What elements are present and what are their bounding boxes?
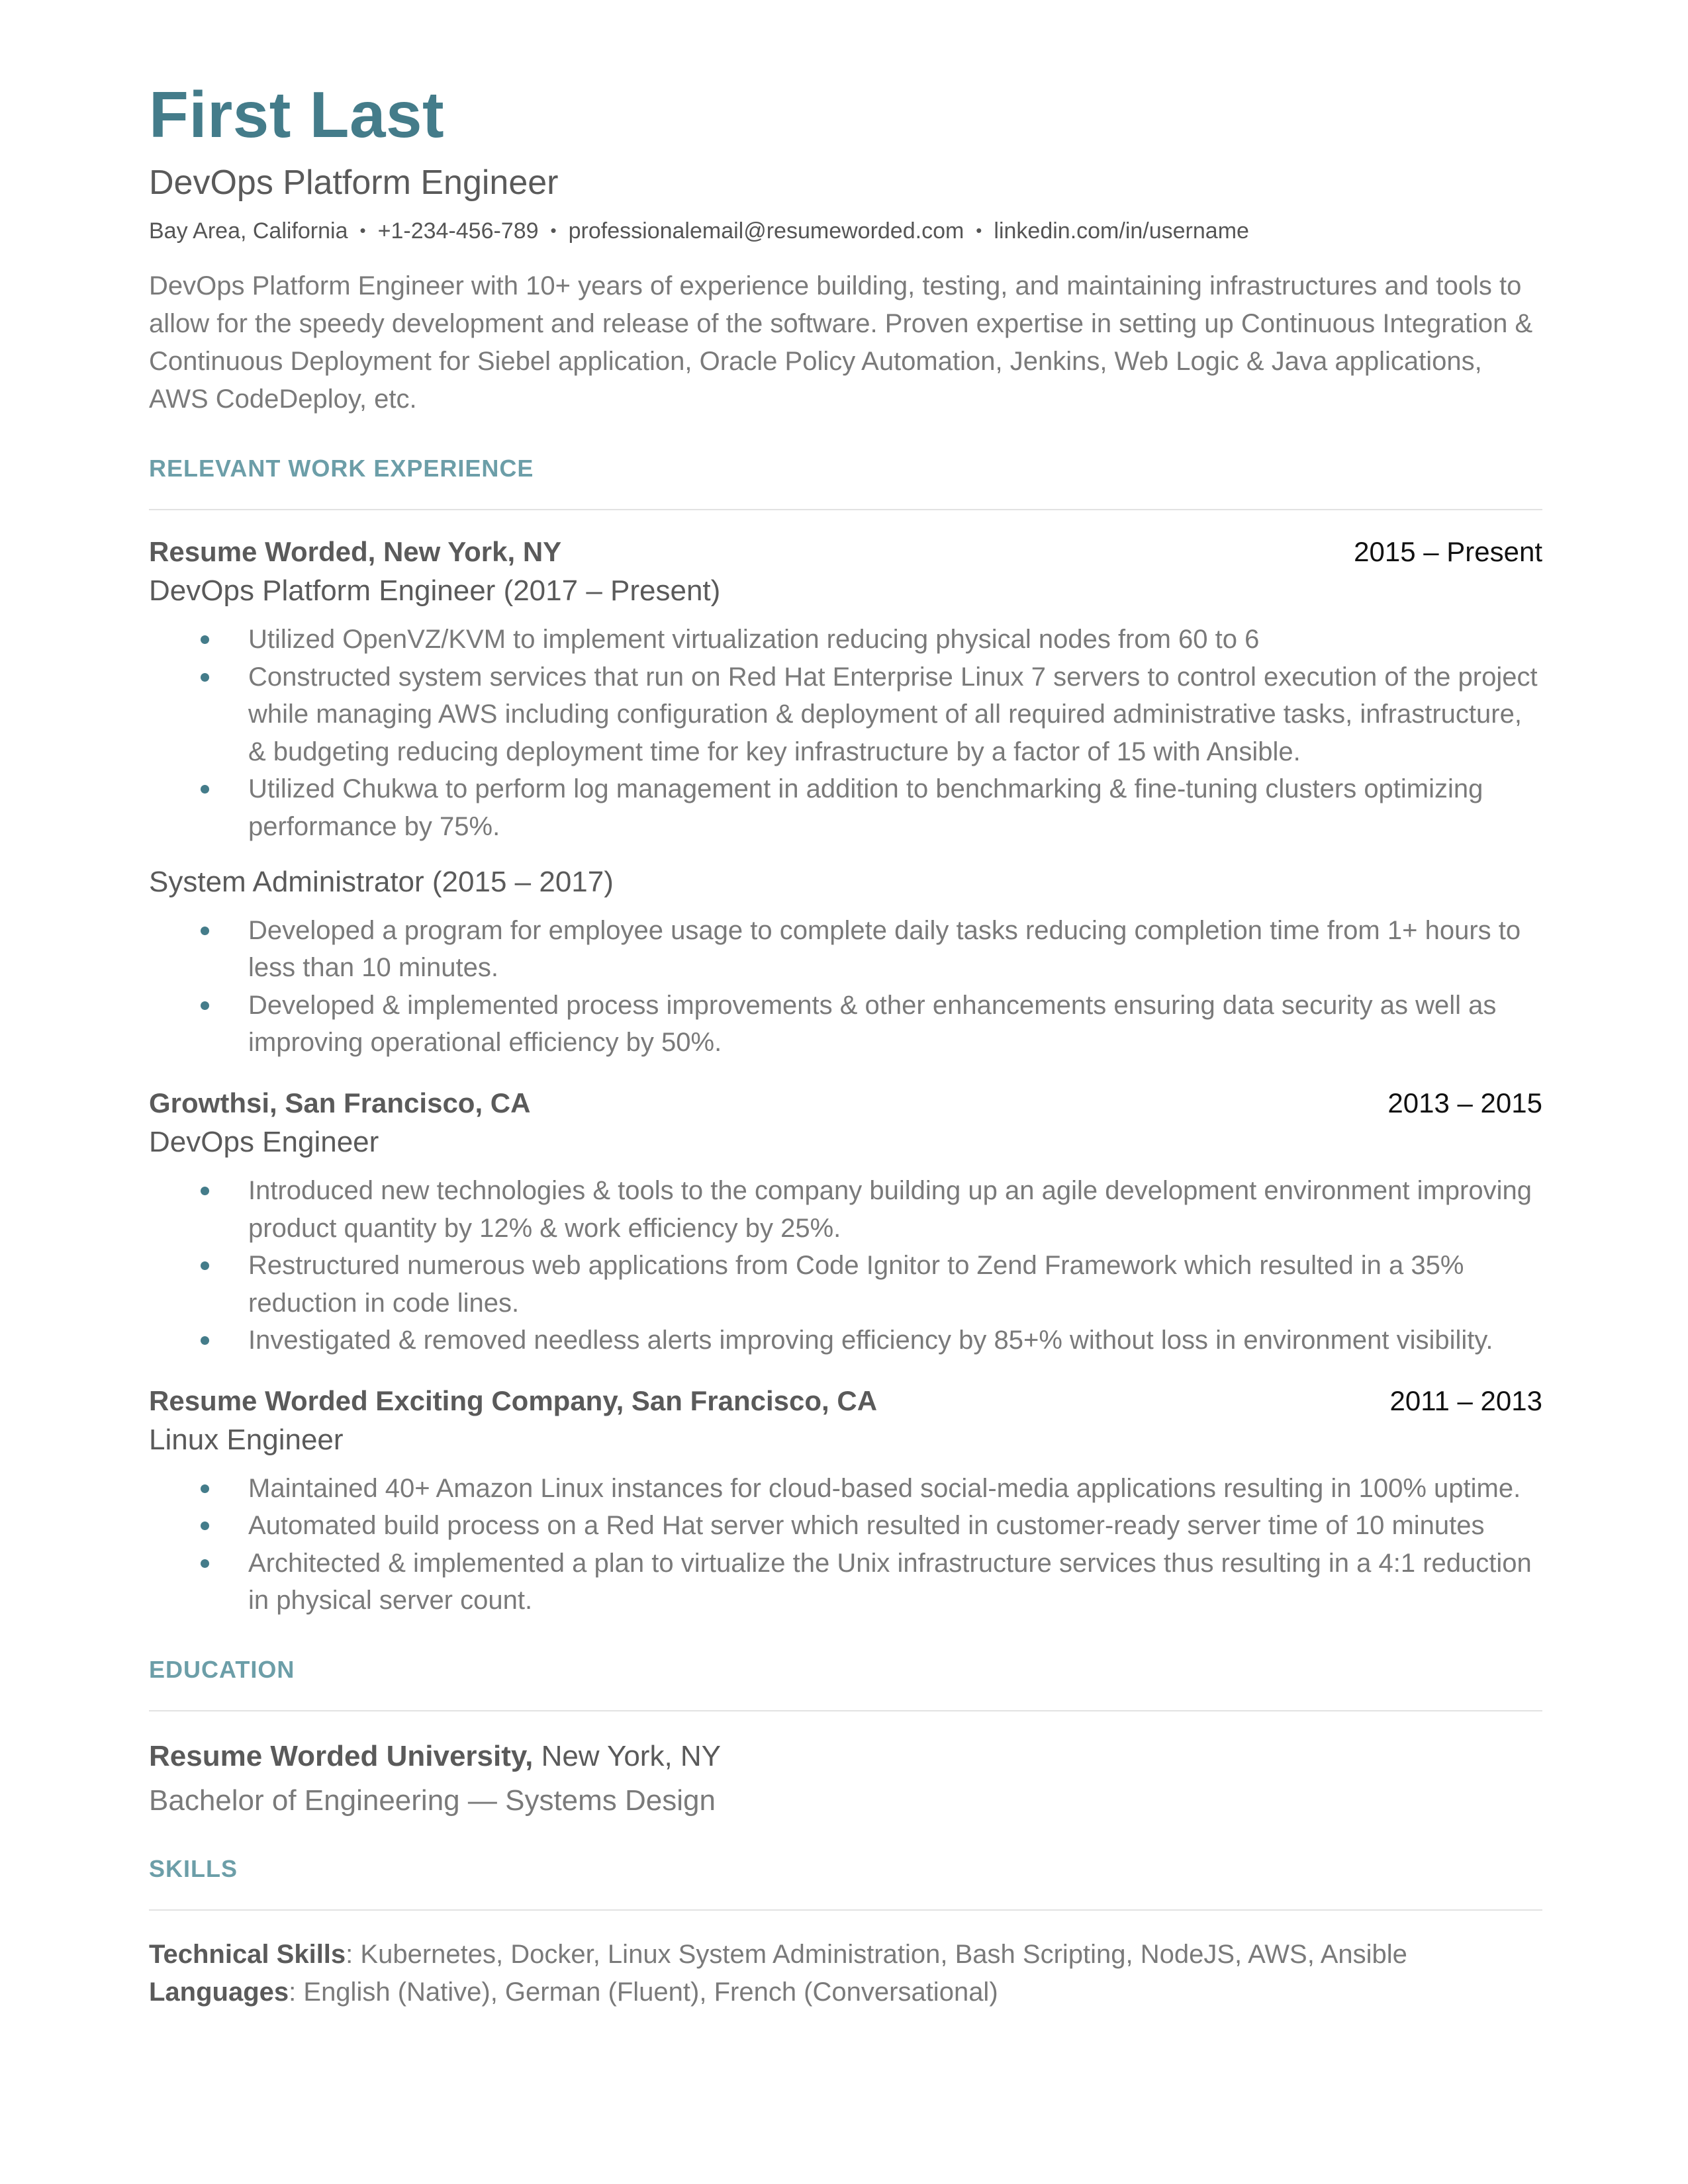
job-dates: 2013 – 2015 — [1387, 1087, 1542, 1118]
bullet-list — [149, 912, 1542, 1062]
skills-languages — [149, 1974, 1542, 2011]
candidate-name: First Last — [149, 78, 445, 151]
bullet-dot-icon — [201, 1001, 209, 1010]
job-header — [149, 1385, 1542, 1418]
bullet-item — [149, 770, 1542, 845]
education-school: Resume Worded University, — [149, 1740, 534, 1773]
contact-separator: • — [976, 220, 982, 240]
bullet-item — [149, 1507, 1542, 1545]
education-school-line — [149, 1739, 1542, 1774]
education-location: New York, NY — [541, 1740, 722, 1773]
bullet-list — [149, 1470, 1542, 1619]
bullet-dot-icon — [201, 785, 209, 794]
contact-separator: • — [359, 220, 366, 240]
job-role: DevOps Engineer — [149, 1126, 379, 1159]
contact-line — [149, 218, 1542, 245]
bullet-text: Utilized OpenVZ/KVM to implement virtualization reducing physical nodes from 60 to 6 — [248, 625, 1260, 655]
section-heading-education: EDUCATION — [149, 1655, 295, 1683]
bullet-text: Investigated & removed needless alerts improving efficiency by 85+% without loss in environment visibility. — [248, 1326, 1493, 1355]
section-divider — [149, 509, 1542, 510]
bullet-item — [149, 621, 1542, 659]
bullet-dot-icon — [201, 673, 209, 682]
skills-technical-value: : Kubernetes, Docker, Linux System Administration, Bash Scripting, NodeJS, AWS, Ansible — [346, 1939, 1407, 1969]
bullet-text: Developed a program for employee usage to complete daily tasks reducing completion time from 1+ hours to less than 10 minutes. — [248, 915, 1521, 983]
bullet-item — [149, 987, 1542, 1062]
contact-separator: • — [550, 220, 557, 240]
bullet-dot-icon — [201, 1187, 209, 1195]
resume-page — [149, 79, 1542, 2011]
job-dates: 2015 – Present — [1354, 535, 1542, 567]
skills-technical — [149, 1936, 1542, 1974]
bullet-text: Architected & implemented a plan to virtualize the Unix infrastructure services thus resulting in a 4:1 reduction in physical server count. — [248, 1548, 1532, 1615]
bullet-item — [149, 1247, 1542, 1322]
bullet-dot-icon — [201, 1484, 209, 1493]
skills-technical-label: Technical Skills — [149, 1939, 346, 1969]
job-role: DevOps Platform Engineer (2017 – Present) — [149, 574, 721, 608]
bullet-text: Constructed system services that run on Red Hat Enterprise Linux 7 servers to control execution of the project while managing AWS including configuration & deployment of all required administrative tasks, infrastructure, & budgeting reducing deployment time for key infrastructure by a factor of 15 with Ansible. — [248, 662, 1538, 766]
contact-location: Bay Area, California — [149, 218, 348, 244]
skills-block — [149, 1936, 1542, 2011]
bullet-item — [149, 1322, 1542, 1359]
bullet-item — [149, 659, 1542, 771]
job-role: System Administrator (2015 – 2017) — [149, 866, 614, 899]
bullet-text: Automated build process on a Red Hat server which resulted in customer-ready server time of 10 minutes — [248, 1511, 1485, 1541]
contact-linkedin[interactable]: linkedin.com/in/username — [994, 218, 1249, 244]
bullet-dot-icon — [201, 635, 209, 644]
bullet-dot-icon — [201, 927, 209, 935]
contact-email[interactable]: professionalemail@resumeworded.com — [568, 218, 964, 244]
candidate-title: DevOps Platform Engineer — [149, 163, 559, 202]
contact-phone: +1-234-456-789 — [377, 218, 539, 244]
bullet-text: Developed & implemented process improvements & other enhancements ensuring data security as well as improving operational efficiency by 50%. — [248, 990, 1497, 1058]
bullet-text: Restructured numerous web applications from Code Ignitor to Zend Framework which resulted in a 35% reduction in code lines. — [248, 1251, 1464, 1318]
bullet-dot-icon — [201, 1559, 209, 1568]
job-entry — [149, 1087, 1542, 1359]
job-company: Resume Worded Exciting Company, San Francisco, CA — [149, 1385, 878, 1416]
job-entry — [149, 1385, 1542, 1619]
bullet-list — [149, 1172, 1542, 1359]
bullet-item — [149, 912, 1542, 987]
bullet-item — [149, 1545, 1542, 1619]
bullet-item — [149, 1470, 1542, 1508]
job-header — [149, 1087, 1542, 1120]
bullet-item — [149, 1172, 1542, 1247]
job-role: Linux Engineer — [149, 1424, 344, 1457]
summary-paragraph: DevOps Platform Engineer with 10+ years of experience building, testing, and maintaining infrastructures and tools to allow for the speedy development and release of the software. Proven expertise in setting up Continuous Integration & Continuous Deployment for Siebel application, Oracle Policy Automation, Jenkins, Web Logic & Java applications, AWS CodeDeploy, etc. — [149, 271, 1533, 414]
skills-languages-value: : English (Native), German (Fluent), French (Conversational) — [289, 1977, 998, 2007]
job-entry — [149, 535, 1542, 1062]
section-divider — [149, 1909, 1542, 1911]
job-company: Resume Worded, New York, NY — [149, 535, 562, 567]
skills-languages-label: Languages — [149, 1977, 289, 2007]
section-heading-skills: SKILLS — [149, 1854, 238, 1882]
bullet-dot-icon — [201, 1261, 209, 1270]
bullet-text: Utilized Chukwa to perform log management in addition to benchmarking & fine-tuning clusters optimizing performance by 75%. — [248, 774, 1483, 841]
bullet-dot-icon — [201, 1336, 209, 1345]
bullet-text: Maintained 40+ Amazon Linux instances for cloud-based social-media applications resulting in 100% uptime. — [248, 1473, 1521, 1503]
section-heading-experience: RELEVANT WORK EXPERIENCE — [149, 454, 534, 482]
job-dates: 2011 – 2013 — [1389, 1385, 1542, 1416]
job-company: Growthsi, San Francisco, CA — [149, 1087, 531, 1118]
section-divider — [149, 1710, 1542, 1711]
bullet-text: Introduced new technologies & tools to the company building up an agile development environment improving product quantity by 12% & work efficiency by 25%. — [248, 1176, 1532, 1243]
education-degree: Bachelor of Engineering — Systems Design — [149, 1784, 716, 1817]
bullet-dot-icon — [201, 1522, 209, 1530]
bullet-list — [149, 621, 1542, 845]
job-header — [149, 535, 1542, 569]
